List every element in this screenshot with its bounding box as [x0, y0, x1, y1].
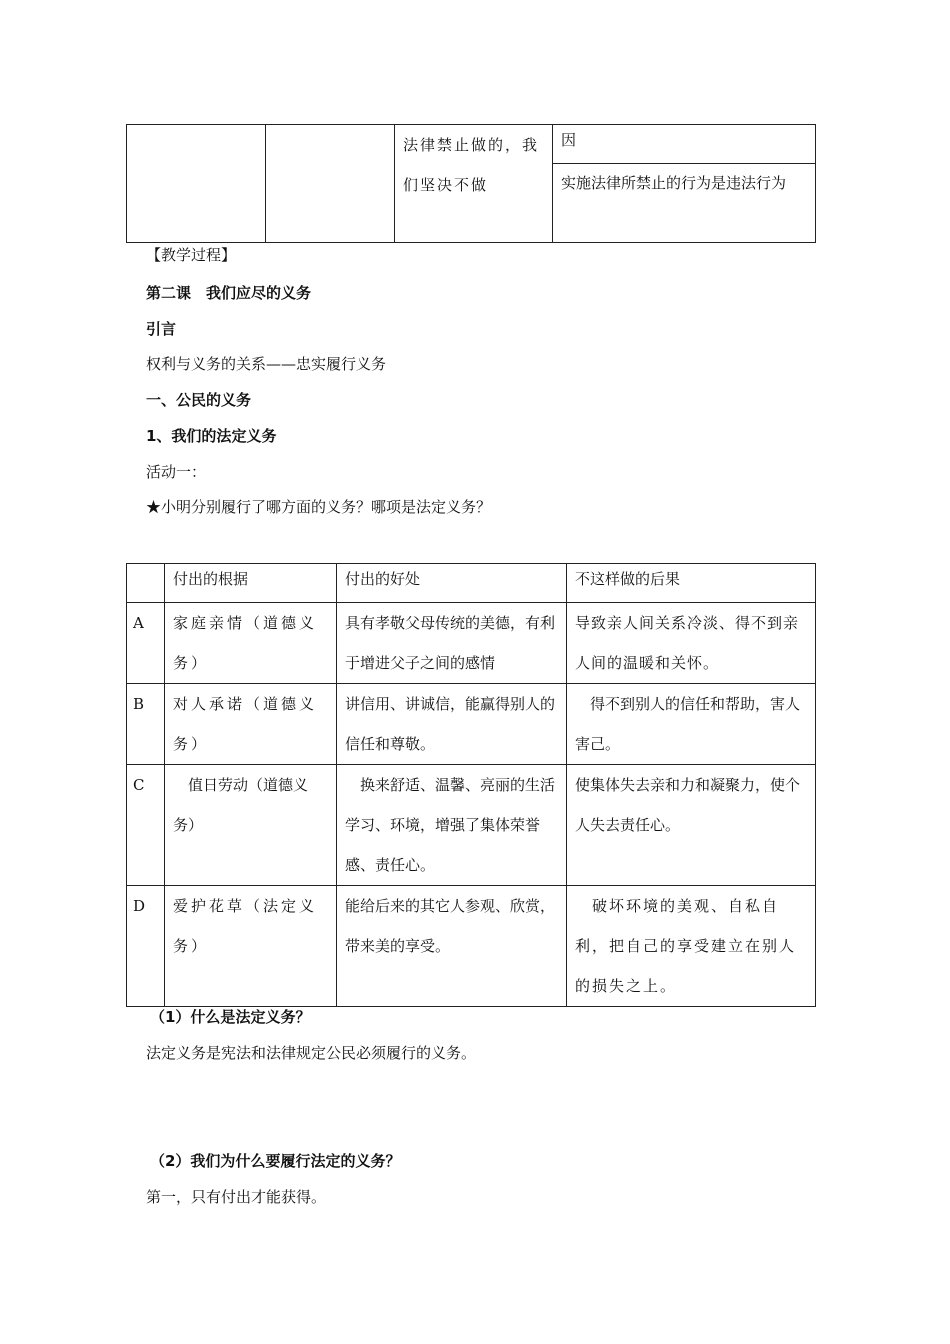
question-text: ★小明分别履行了哪方面的义务？哪项是法定义务？ [146, 498, 492, 516]
table-row [127, 886, 816, 1007]
process-heading: 【教学过程】 [146, 246, 237, 264]
table-header-row [127, 564, 816, 603]
question-1: （1）什么是法定义务？ [150, 1008, 311, 1026]
benefit-cell: 讲信用、讲诚信，能赢得别人的信任和尊敬。 [337, 684, 567, 765]
top-table [126, 124, 816, 243]
top-table-cell-3: 法律禁止做的，我们坚决不做 [395, 125, 553, 243]
duty-table [126, 563, 816, 1007]
activity-label: 活动一： [146, 463, 207, 481]
question-2: （2）我们为什么要履行法定的义务？ [150, 1152, 401, 1170]
consequence-cell: 使集体失去亲和力和凝聚力，使个人失去责任心。 [567, 765, 816, 886]
table-header-cell: 不这样做的后果 [567, 564, 816, 603]
table-row [127, 684, 816, 765]
table-header-cell: 付出的根据 [165, 564, 337, 603]
benefit-cell: 具有孝敬父母传统的美德，有利于增进父子之间的感情 [337, 603, 567, 684]
benefit-cell: 能给后来的其它人参观、欣赏，带来美的享受。 [337, 886, 567, 1007]
consequence-cell: 得不到别人的信任和帮助，害人害己。 [567, 684, 816, 765]
section-heading-1-1: 1、我们的法定义务 [146, 427, 277, 445]
basis-cell: 值日劳动（道德义务） [165, 765, 337, 886]
table-row [127, 603, 816, 684]
intro-heading: 引言 [146, 320, 177, 338]
table-header-cell: 付出的好处 [337, 564, 567, 603]
table-header-cell [127, 564, 165, 603]
benefit-cell: 换来舒适、温馨、亮丽的生活学习、环境，增强了集体荣誉感、责任心。 [337, 765, 567, 886]
basis-cell: 对人承诺（道德义务） [165, 684, 337, 765]
basis-cell: 家庭亲情（道德义务） [165, 603, 337, 684]
answer-2: 第一，只有付出才能获得。 [146, 1188, 327, 1206]
section-heading-1: 一、公民的义务 [146, 391, 252, 409]
top-table-cell-4-bottom: 实施法律所禁止的行为是违法行为 [553, 164, 816, 243]
answer-1: 法定义务是宪法和法律规定公民必须履行的义务。 [146, 1044, 477, 1062]
basis-cell: 爱护花草（法定义务） [165, 886, 337, 1007]
intro-text: 权利与义务的关系——忠实履行义务 [146, 355, 387, 373]
top-table-cell-4-top: 因 [553, 125, 816, 164]
row-label: D [127, 886, 165, 1007]
lesson-title: 第二课 我们应尽的义务 [146, 284, 312, 302]
table-row [127, 765, 816, 886]
consequence-cell: 破坏环境的美观、自私自利，把自己的享受建立在别人的损失之上。 [567, 886, 816, 1007]
row-label: C [127, 765, 165, 886]
top-table-cell-2 [266, 125, 395, 243]
row-label: B [127, 684, 165, 765]
top-table-cell-1 [127, 125, 266, 243]
consequence-cell: 导致亲人间关系冷淡、得不到亲人间的温暖和关怀。 [567, 603, 816, 684]
row-label: A [127, 603, 165, 684]
